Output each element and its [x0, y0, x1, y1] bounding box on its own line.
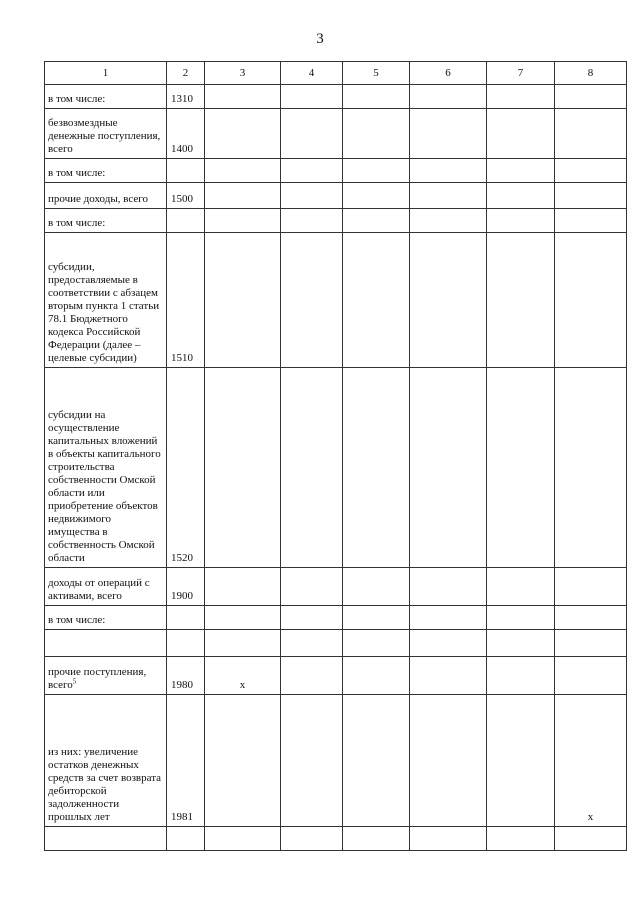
row-label: [45, 568, 167, 606]
value-cell-col3: x: [205, 657, 281, 695]
value-cell: [487, 233, 555, 368]
row-label-text: в том числе:: [48, 217, 106, 229]
value-cell-col8: [555, 209, 627, 233]
row-label-text: субсидии, предоставляемые в соответствии с абзацем вторым пункта 1 статьи 78.1 Бюджетного кодекса Российской Федерации (далее – целевые субсидии): [48, 261, 160, 364]
value-cell-col3: [205, 606, 281, 630]
value-cell: [281, 233, 343, 368]
row-code: 1310: [167, 85, 205, 109]
value-cell: [281, 827, 343, 851]
value-cell-col8: x: [555, 695, 627, 827]
value-cell-col3: [205, 233, 281, 368]
table-row: [45, 630, 627, 657]
value-cell-col3: [205, 568, 281, 606]
value-cell: [343, 657, 410, 695]
column-number: 2: [167, 62, 205, 85]
row-label-text: прочие доходы, всего: [48, 193, 148, 205]
value-cell: [343, 233, 410, 368]
table-row: [45, 606, 627, 630]
table-row: [45, 568, 627, 606]
value-cell: [487, 657, 555, 695]
row-code: [167, 209, 205, 233]
row-label: [45, 606, 167, 630]
row-code: [167, 159, 205, 183]
value-cell: [410, 657, 487, 695]
value-cell: [410, 109, 487, 159]
page-number: 3: [316, 31, 324, 47]
column-number: 3: [205, 62, 281, 85]
value-cell-col3: [205, 85, 281, 109]
value-cell: [281, 183, 343, 209]
table-row: [45, 368, 627, 568]
table-row: [45, 109, 627, 159]
value-cell: [343, 606, 410, 630]
value-cell-col3: [205, 630, 281, 657]
value-cell: [410, 233, 487, 368]
value-cell: [487, 368, 555, 568]
value-cell: [487, 159, 555, 183]
table-row: [45, 159, 627, 183]
table-row: [45, 233, 627, 368]
value-cell-col8: [555, 630, 627, 657]
value-cell: [343, 209, 410, 233]
row-label-text: прочие поступления, всего: [48, 666, 147, 691]
row-label-text: в том числе:: [48, 614, 106, 626]
value-cell: [281, 85, 343, 109]
value-cell: [343, 85, 410, 109]
row-code: 1900: [167, 568, 205, 606]
value-cell: [281, 695, 343, 827]
row-label-text: безвозмездные денежные поступления, всего: [48, 117, 161, 155]
value-cell: [410, 695, 487, 827]
column-number: 4: [281, 62, 343, 85]
value-cell: [281, 630, 343, 657]
value-cell-col3: [205, 695, 281, 827]
table-row: [45, 695, 627, 827]
value-cell-col3: [205, 209, 281, 233]
column-number: 8: [555, 62, 627, 85]
row-label: [45, 695, 167, 827]
value-cell: [487, 827, 555, 851]
value-cell: [281, 657, 343, 695]
value-cell-col8: [555, 159, 627, 183]
value-cell: [281, 109, 343, 159]
value-cell: [410, 183, 487, 209]
value-cell: [487, 209, 555, 233]
row-label: [45, 368, 167, 568]
row-code: [167, 606, 205, 630]
footnote-marker: 5: [72, 677, 77, 686]
row-label: [45, 630, 167, 657]
value-cell: [343, 368, 410, 568]
value-cell: [487, 568, 555, 606]
table-row: [45, 85, 627, 109]
value-cell: [343, 109, 410, 159]
value-cell: [410, 159, 487, 183]
value-cell-col3: [205, 109, 281, 159]
value-cell-col3: [205, 827, 281, 851]
row-code: [167, 827, 205, 851]
value-cell-col3: [205, 159, 281, 183]
column-number: 6: [410, 62, 487, 85]
value-cell-col8: [555, 568, 627, 606]
value-cell: [281, 606, 343, 630]
value-cell: [410, 827, 487, 851]
row-label-text: доходы от операций с активами, всего: [48, 577, 150, 602]
value-cell: [281, 159, 343, 183]
row-code: 1510: [167, 233, 205, 368]
value-cell-col8: [555, 657, 627, 695]
row-label-text: в том числе:: [48, 93, 106, 105]
column-number: 5: [343, 62, 410, 85]
value-cell: [343, 568, 410, 606]
table-row: [45, 209, 627, 233]
value-cell: [487, 630, 555, 657]
value-cell-col8: [555, 109, 627, 159]
value-cell: [343, 159, 410, 183]
value-cell-col8: [555, 183, 627, 209]
value-cell: [343, 827, 410, 851]
value-cell: [487, 606, 555, 630]
row-label: [45, 183, 167, 209]
row-code: 1500: [167, 183, 205, 209]
value-cell: [343, 695, 410, 827]
row-label: [45, 209, 167, 233]
value-cell-col8: [555, 827, 627, 851]
value-cell-col8: [555, 233, 627, 368]
value-cell: [281, 209, 343, 233]
row-code: 1981: [167, 695, 205, 827]
value-cell: [410, 630, 487, 657]
row-label-text: субсидии на осуществление капитальных вложений в объекты капитального строительства собственности Омской области или приобретение объектов недвижимого имущества в собственность Омской области: [48, 409, 161, 564]
value-cell: [343, 630, 410, 657]
value-cell: [410, 606, 487, 630]
table-row: [45, 827, 627, 851]
row-label: [45, 109, 167, 159]
row-label: [45, 85, 167, 109]
value-cell: [410, 368, 487, 568]
row-code: 1520: [167, 368, 205, 568]
column-number: 1: [45, 62, 167, 85]
value-cell: [410, 209, 487, 233]
row-label: [45, 159, 167, 183]
row-label: [45, 233, 167, 368]
row-code: [167, 630, 205, 657]
row-label-text: в том числе:: [48, 167, 106, 179]
value-cell: [487, 183, 555, 209]
value-cell: [410, 568, 487, 606]
value-cell: [281, 368, 343, 568]
column-number-row: [45, 62, 627, 85]
value-cell: [487, 85, 555, 109]
value-cell-col8: [555, 85, 627, 109]
value-cell-col3: [205, 183, 281, 209]
row-code: 1400: [167, 109, 205, 159]
financial-plan-table: [44, 61, 627, 851]
row-label: [45, 827, 167, 851]
value-cell: [343, 183, 410, 209]
value-cell-col8: [555, 606, 627, 630]
value-cell: [281, 568, 343, 606]
column-number: 7: [487, 62, 555, 85]
row-label: [45, 657, 167, 695]
table-row: [45, 657, 627, 695]
value-cell: [487, 109, 555, 159]
value-cell-col3: [205, 368, 281, 568]
value-cell-col8: [555, 368, 627, 568]
table-row: [45, 183, 627, 209]
value-cell: [487, 695, 555, 827]
row-label-text: из них: увеличение остатков денежных средств за счет возврата дебиторской задолженности прошлых лет: [48, 746, 162, 823]
value-cell: [410, 85, 487, 109]
row-code: 1980: [167, 657, 205, 695]
